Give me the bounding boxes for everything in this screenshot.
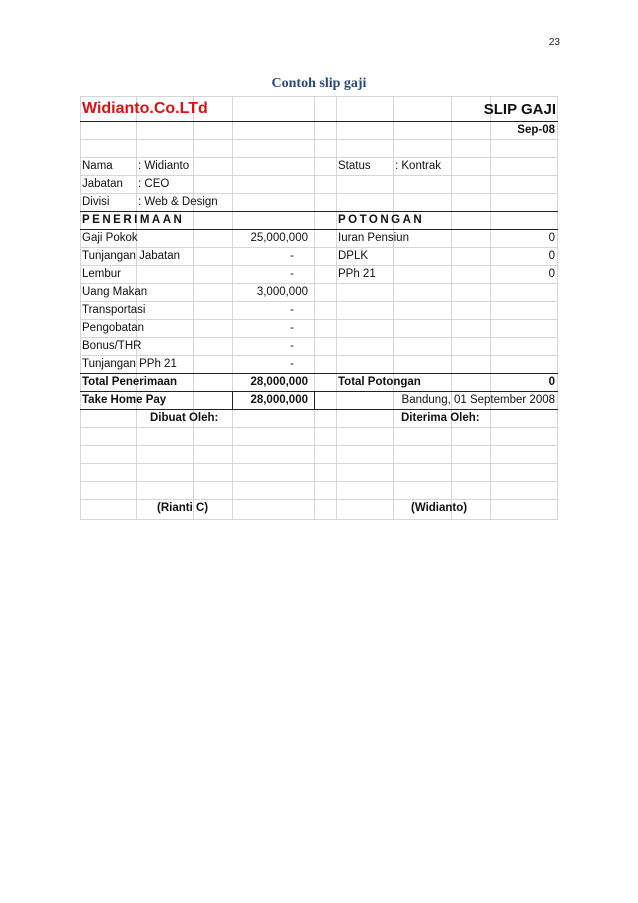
caption: Contoh slip gaji [271, 76, 367, 91]
grid-row-line [80, 463, 558, 464]
salary-slip [80, 96, 558, 520]
penerimaan-item-value: - [290, 358, 294, 370]
penerimaan-item-value: - [290, 268, 294, 280]
nama-value: : Widianto [138, 160, 190, 172]
status-value: : Kontrak [395, 160, 442, 172]
penerimaan-item-label: Pengobatan [82, 322, 145, 334]
take-home-label: Take Home Pay [82, 394, 167, 406]
total-potongan-value: 0 [548, 376, 555, 388]
grid-row-line [80, 301, 558, 302]
penerimaan-item-value: - [290, 340, 294, 352]
potongan-item-value: 0 [548, 232, 555, 244]
total-potongan-label: Total Potongan [338, 376, 421, 388]
grid-row-line [80, 121, 558, 122]
potongan-item-value: 0 [548, 268, 555, 280]
grid-row-line [80, 445, 558, 446]
place-date: Bandung, 01 September 2008 [401, 394, 555, 406]
penerimaan-item-value: - [290, 304, 294, 316]
page-number: 23 [548, 37, 560, 48]
take-home-value: 28,000,000 [250, 394, 308, 406]
potongan-header: POTONGAN [338, 214, 425, 226]
grid-col-line [336, 96, 337, 520]
penerimaan-item-label: Transportasi [82, 304, 146, 316]
grid-row-line [80, 139, 558, 140]
slip-period: Sep-08 [517, 124, 555, 136]
grid-col-line [451, 96, 452, 520]
grid-row-line [80, 265, 558, 266]
slip-title: SLIP GAJI [483, 101, 556, 118]
divisi-value: : Web & Design [138, 196, 218, 208]
penerimaan-item-label: Tunjangan PPh 21 [82, 358, 177, 370]
penerimaan-item-label: Lembur [82, 268, 121, 280]
diterima-label: Diterima Oleh: [401, 412, 480, 424]
nama-label: Nama [82, 160, 113, 172]
grid-col-line [232, 96, 233, 520]
grid-col-line [393, 96, 394, 520]
penerimaan-item-value: - [290, 250, 294, 262]
penerimaan-item-label: Bonus/THR [82, 340, 142, 352]
penerimaan-item-value: - [290, 322, 294, 334]
grid-row-line [80, 337, 558, 338]
grid-row-line [80, 319, 558, 320]
diterima-name: (Widianto) [411, 502, 468, 514]
company-name: Widianto.Co.LTd [82, 100, 208, 117]
divisi-label: Divisi [82, 196, 110, 208]
dibuat-label: Dibuat Oleh: [150, 412, 219, 424]
penerimaan-item-label: Tunjangan Jabatan [82, 250, 181, 262]
penerimaan-item-label: Uang Makan [82, 286, 148, 298]
grid-row-line [80, 229, 558, 230]
potongan-item-label: Iuran Pensiun [338, 232, 409, 244]
penerimaan-header: PENERIMAAN [82, 214, 185, 226]
penerimaan-item-value: 3,000,000 [256, 286, 308, 298]
grid-col-line [193, 96, 194, 520]
grid-row-line [80, 499, 558, 500]
grid-row-line [80, 283, 558, 284]
potongan-item-label: PPh 21 [338, 268, 376, 280]
grid-col-line [314, 96, 315, 520]
jabatan-value: : CEO [138, 178, 170, 190]
total-penerimaan-label: Total Penerimaan [82, 376, 178, 388]
potongan-item-label: DPLK [338, 250, 369, 262]
jabatan-label: Jabatan [82, 178, 123, 190]
penerimaan-item-value: 25,000,000 [250, 232, 308, 244]
grid-row-line [80, 481, 558, 482]
grid-col-line [490, 96, 491, 520]
status-label: Status [338, 160, 371, 172]
potongan-item-value: 0 [548, 250, 555, 262]
dibuat-name: (Rianti C) [157, 502, 209, 514]
total-penerimaan-value: 28,000,000 [250, 376, 308, 388]
grid-row-line [80, 427, 558, 428]
penerimaan-item-label: Gaji Pokok [82, 232, 138, 244]
